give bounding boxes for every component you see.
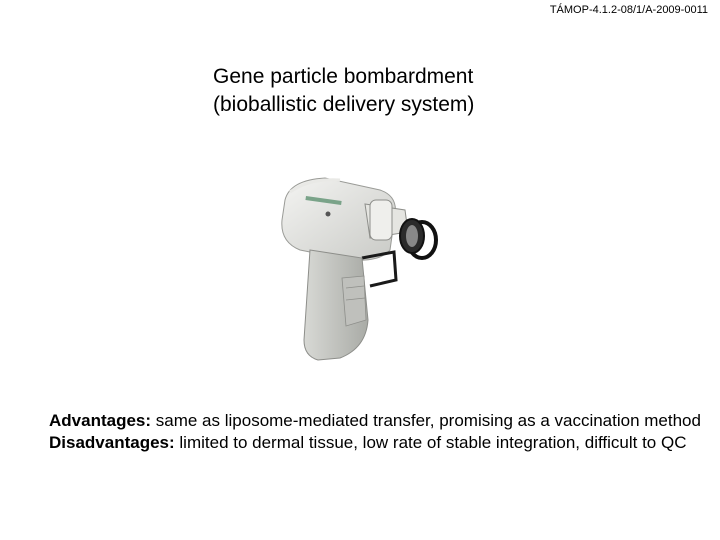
disadvantages-label: Disadvantages: (49, 433, 175, 452)
title-line-1: Gene particle bombardment (213, 65, 474, 88)
course-code-header: TÁMOP-4.1.2-08/1/A-2009-0011 (549, 4, 708, 16)
advantages-paragraph (49, 410, 709, 432)
advantages-label: Advantages: (49, 411, 152, 430)
gene-gun-device-icon (270, 170, 450, 370)
slide-title (213, 63, 474, 119)
slide-body (49, 410, 709, 454)
disadvantages-text: limited to dermal tissue, low rate of stable integration, difficult to QC (174, 433, 687, 452)
disadvantages-paragraph (49, 432, 709, 454)
advantages-text: same as liposome-mediated transfer, promising as a vaccination method (151, 411, 701, 430)
title-line-2: (bioballistic delivery system) (213, 93, 475, 116)
